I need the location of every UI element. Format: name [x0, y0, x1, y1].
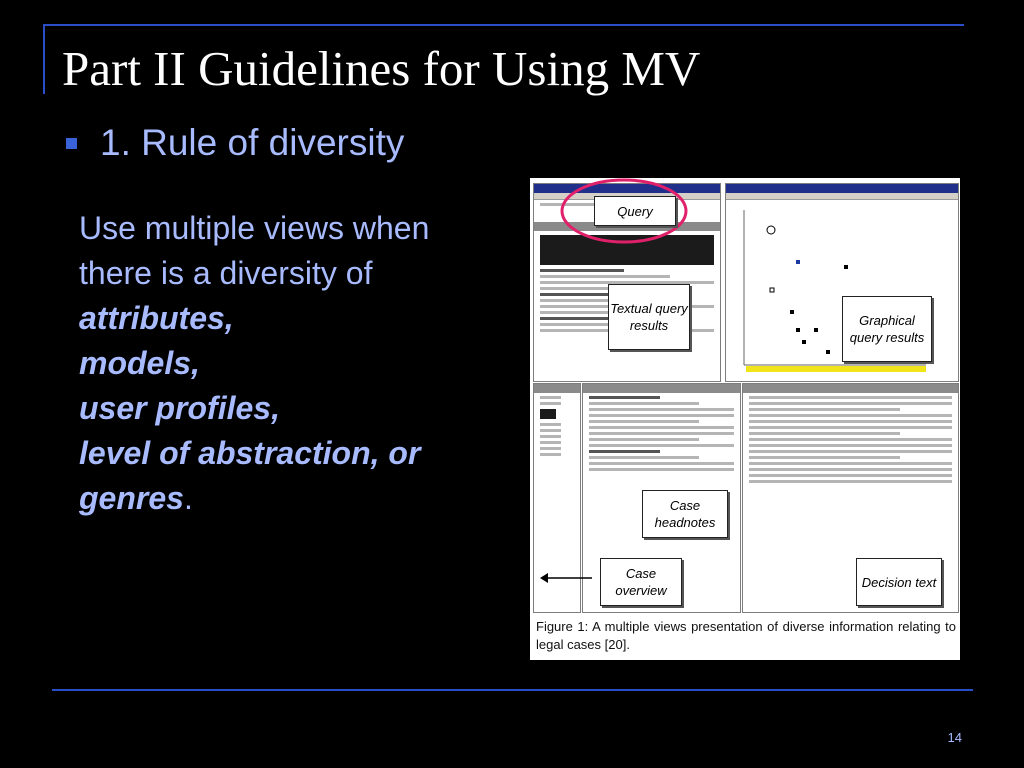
- scatter-point: [826, 350, 830, 354]
- decision-line: [749, 444, 952, 447]
- top-rule: [43, 24, 964, 26]
- slide-title: Part II Guidelines for Using MV: [62, 41, 701, 96]
- headnote-line: [589, 450, 660, 453]
- scatter-point: [770, 288, 774, 292]
- scatter-window-menubar: [726, 193, 958, 200]
- scatter-point: [802, 340, 806, 344]
- scatter-scrollbar: [746, 366, 926, 372]
- decision-line: [749, 468, 952, 471]
- emphasis-genres-line: [79, 476, 509, 521]
- emphasis-genres: genres: [79, 480, 184, 516]
- callout-textual-query-results: Textual query results: [608, 284, 690, 350]
- decision-line: [749, 480, 952, 483]
- headnote-line: [589, 414, 734, 417]
- decision-line: [749, 462, 952, 465]
- figure-caption: Figure 1: A multiple views presentation of diverse information relating to legal cases [20].: [536, 619, 956, 652]
- case-list-line: [540, 429, 561, 432]
- case-list-line: [540, 453, 561, 456]
- callout-graphical-query-results: Graphical query results: [842, 296, 932, 362]
- case-list-selected: [540, 409, 556, 419]
- scatter-point: [790, 310, 794, 314]
- headnote-line: [589, 438, 699, 441]
- callout-case-headnotes: Case headnotes: [642, 490, 728, 538]
- result-line: [540, 275, 670, 278]
- page-number: 14: [947, 730, 962, 745]
- bottom-rule: [52, 689, 973, 691]
- case-list-line: [540, 435, 561, 438]
- case-list-line: [540, 423, 561, 426]
- decision-line: [749, 450, 952, 453]
- headnote-line: [589, 402, 699, 405]
- case-list-titlebar: [534, 384, 580, 393]
- callout-query: Query: [594, 196, 676, 226]
- decision-line: [749, 474, 952, 477]
- case-list-line: [540, 402, 561, 405]
- headnote-line: [589, 408, 734, 411]
- headnote-line: [589, 462, 734, 465]
- headnote-line: [589, 426, 734, 429]
- headnote-line: [589, 468, 734, 471]
- square-bullet-icon: [66, 138, 77, 149]
- overview-arrow: [530, 568, 600, 588]
- case-list-line: [540, 447, 561, 450]
- arrow-head-icon: [540, 573, 548, 583]
- decision-line: [749, 432, 900, 435]
- decision-line: [749, 456, 900, 459]
- bullet-item: [66, 122, 404, 164]
- case-list-line: [540, 441, 561, 444]
- scatter-point: [767, 226, 775, 234]
- case-list-line: [540, 396, 561, 399]
- scatter-point: [844, 265, 848, 269]
- decision-titlebar: [743, 384, 958, 393]
- decision-line: [749, 426, 952, 429]
- scatter-point: [814, 328, 818, 332]
- emphasis-models: models,: [79, 345, 200, 381]
- scatter-window-titlebar: [726, 184, 958, 193]
- left-rule: [43, 24, 45, 94]
- headnote-line: [589, 396, 660, 399]
- decision-line: [749, 408, 900, 411]
- result-line: [540, 269, 624, 272]
- body-text: [79, 206, 509, 521]
- decision-line: [749, 402, 952, 405]
- body-line-2: there is a diversity of: [79, 255, 373, 291]
- decision-line: [749, 396, 952, 399]
- figure-screenshot: [530, 178, 960, 660]
- headnote-line: [589, 456, 699, 459]
- headnote-line: [589, 432, 734, 435]
- emphasis-attributes: attributes,: [79, 300, 234, 336]
- decision-line: [749, 414, 952, 417]
- headnotes-titlebar: [583, 384, 740, 393]
- headnote-line: [589, 420, 699, 423]
- emphasis-level-of-abstraction: level of abstraction, or: [79, 435, 421, 471]
- callout-decision-text: Decision text: [856, 558, 942, 606]
- scatter-point: [796, 260, 800, 264]
- genres-period: .: [183, 480, 193, 516]
- callout-case-overview: Case overview: [600, 558, 682, 606]
- scatter-point: [796, 328, 800, 332]
- decision-line: [749, 438, 952, 441]
- emphasis-user-profiles: user profiles,: [79, 390, 280, 426]
- body-line-1: Use multiple views when: [79, 210, 430, 246]
- bullet-text: 1. Rule of diversity: [100, 122, 405, 163]
- headnote-line: [589, 444, 734, 447]
- decision-line: [749, 420, 952, 423]
